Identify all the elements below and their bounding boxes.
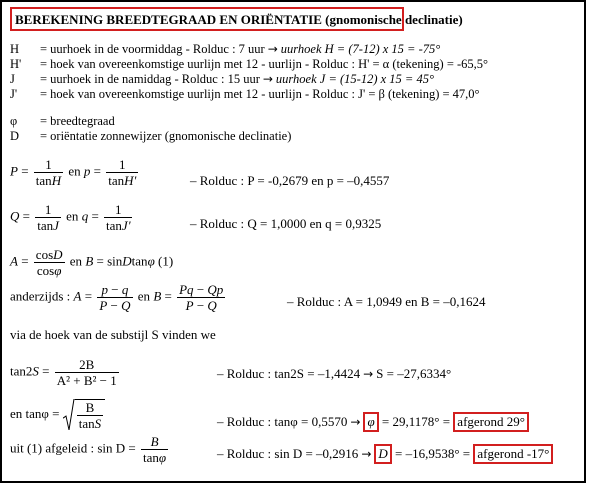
- boxed-d: D: [374, 444, 391, 464]
- def-key: H': [10, 57, 22, 71]
- boxed-phi: φ: [363, 412, 378, 432]
- rounded-phi: afgerond 29°: [453, 412, 529, 432]
- d-value: = –16,9538° =: [395, 446, 471, 461]
- rounded-d: afgerond -17°: [473, 444, 553, 464]
- def-after: uurhoek J = (15-12) x 15 = 45°: [275, 72, 434, 86]
- title-bold: BEREKENING BREEDTEGRAAD EN ORIËNTATIE: [15, 12, 322, 27]
- formula-prefix: en tanφ =: [10, 405, 60, 421]
- def-key: H: [10, 42, 20, 56]
- var-text: = oriëntatie zonnewijzer (gnomonische declinatie): [40, 129, 292, 143]
- via-text: via de hoek van de substijl S vinden we: [10, 327, 216, 342]
- result-sind-text: – Rolduc : sin D = –0,2916: [217, 446, 359, 461]
- formula-tan2s: tan2S = $\frac{2B}{\text{A² + B² − 1}}$: [10, 357, 117, 388]
- formula-prefix: uit (1) afgeleid : sin D =: [10, 440, 136, 456]
- result-tanphi-text: – Rolduc : tanφ = 0,5570: [217, 414, 348, 429]
- result-s-value: S = –27,6334°: [376, 366, 452, 381]
- def-text: = uurhoek in de voormiddag - Rolduc : 7 uur: [40, 42, 265, 56]
- right-arrow-icon: →: [267, 42, 278, 56]
- var-key: φ: [10, 114, 18, 128]
- sqrt-symbol: $\frac{B}{\tan S}$: [63, 399, 105, 431]
- result-q: – Rolduc : Q = 1,0000 en q = 0,9325: [190, 216, 382, 231]
- formula-q: Q = $\frac{1}{\tan J}$ en q = $\frac{1}{\tan J'}$: [10, 202, 131, 233]
- result-tan2s: [217, 366, 451, 382]
- title-sub: (gnomonische declinatie): [325, 12, 463, 27]
- result-p: – Rolduc : P = -0,2679 en p = –0,4557: [190, 173, 390, 188]
- def-key: J': [10, 87, 18, 101]
- right-arrow-icon: →: [363, 367, 374, 381]
- def-after: uurhoek H = (7-12) x 15 = -75°: [280, 42, 441, 56]
- formula-anderzijds: anderzijds : A = $\frac{p - q}{P - Q}$ en B = $\frac{Pq - Qp}{P - Q}$: [10, 282, 224, 313]
- formula-p: P = $\frac{1}{\tan H}$ en p = $\frac{1}{\tan H'}$: [10, 157, 137, 188]
- def-row-h-prime: [10, 57, 488, 71]
- formula-sind: uit (1) afgeleid : sin D = $\frac{B}{\tan\varphi}$: [10, 434, 167, 465]
- def-key: J: [10, 72, 15, 86]
- def-row-h: [10, 42, 440, 56]
- right-arrow-icon: →: [350, 415, 361, 429]
- result-tan2s-text: – Rolduc : tan2S = –1,4424: [217, 366, 361, 381]
- result-sind: [217, 444, 553, 464]
- def-text: = hoek van overeenkomstige uurlijn met 12 - uurlijn - Rolduc : J' = β (tekening) = 47,0°: [40, 87, 480, 101]
- formula-a-b: A = $\frac{\cos D}{\cos\varphi}$ en B = sinDtanφ (1): [10, 247, 174, 278]
- formula-tag: (1): [158, 253, 174, 269]
- result-anderzijds: – Rolduc : A = 1,0949 en B = –0,1624: [287, 294, 486, 309]
- right-arrow-icon: →: [361, 447, 372, 461]
- def-row-j-prime: [10, 87, 480, 101]
- def-row-j: [10, 72, 434, 86]
- def-text: = hoek van overeenkomstige uurlijn met 12 - uurlijn - Rolduc : H' = α (tekening) = -65,5°: [40, 57, 489, 71]
- page-title: [10, 7, 463, 31]
- phi-value: = 29,1178° =: [381, 414, 451, 429]
- def-text: = uurhoek in de namiddag - Rolduc : 15 uur: [40, 72, 260, 86]
- right-arrow-icon: →: [262, 72, 273, 86]
- var-text: = breedtegraad: [40, 114, 115, 128]
- var-key: D: [10, 129, 20, 143]
- formula-tanphi: [10, 399, 105, 431]
- var-row-phi: [10, 114, 115, 128]
- result-tanphi: [217, 412, 529, 432]
- formula-prefix: anderzijds :: [10, 288, 71, 304]
- var-row-d: [10, 129, 291, 143]
